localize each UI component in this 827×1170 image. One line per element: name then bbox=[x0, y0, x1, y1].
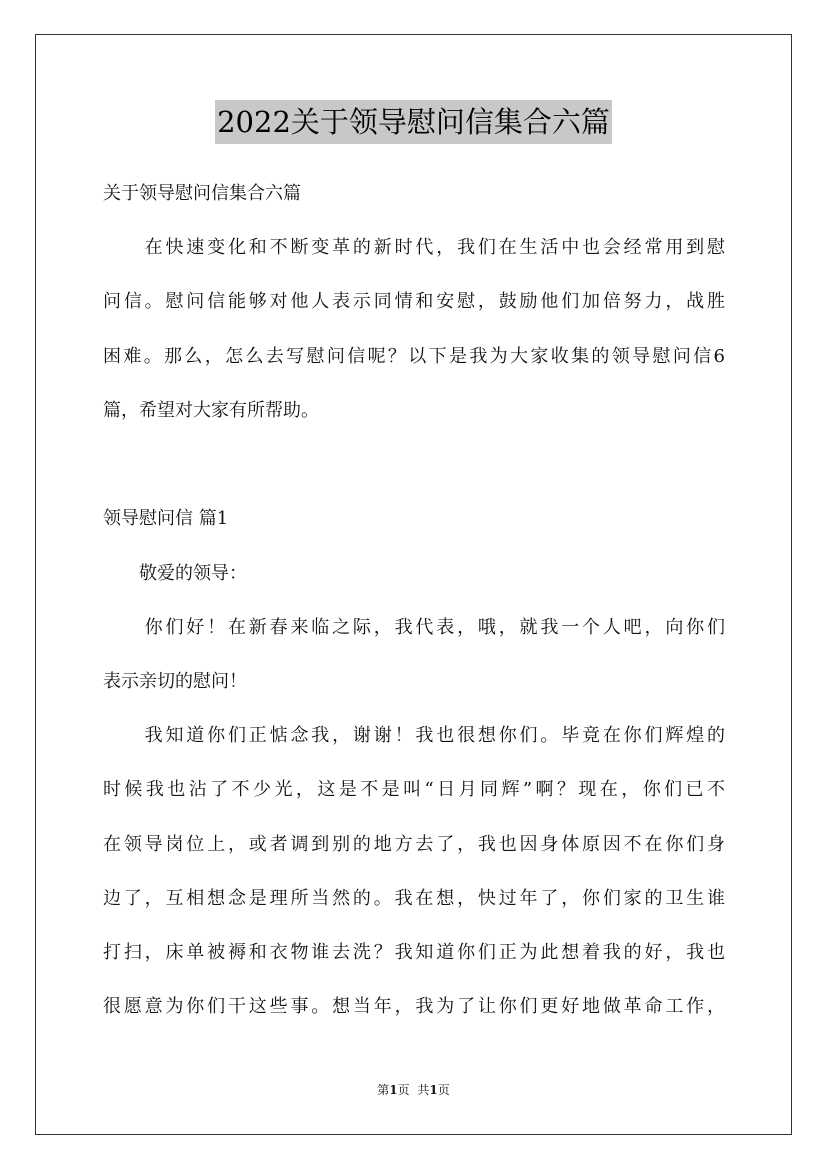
body-line-7: 打扫，床单被褥和衣物谁去洗？我知道你们正为此想着我的好，我也 bbox=[103, 942, 725, 963]
body-line-4: 时候我也沾了不少光，这是不是叫“日月同辉”啊？现在，你们已不 bbox=[103, 779, 725, 800]
body-line-1: 你们好！在新春来临之际，我代表，哦，就我一个人吧，向你们 bbox=[103, 617, 725, 638]
body-line-6: 边了，互相想念是理所当然的。我在想，快过年了，你们家的卫生谁 bbox=[103, 888, 725, 909]
page-footer bbox=[0, 1082, 827, 1098]
body-line-2: 表示亲切的慰问！ bbox=[103, 671, 247, 692]
total-pages: 1 bbox=[429, 1083, 438, 1097]
body-line-3: 我知道你们正惦念我，谢谢！我也很想你们。毕竟在你们辉煌的 bbox=[103, 725, 725, 746]
intro-line-4: 篇，希望对大家有所帮助。 bbox=[103, 400, 319, 421]
title-container bbox=[0, 100, 827, 144]
intro-line-3: 困难。那么，怎么去写慰问信呢？以下是我为大家收集的领导慰问信6 bbox=[103, 346, 725, 367]
total-prefix: 共 bbox=[417, 1083, 430, 1097]
page-number: 1 bbox=[389, 1083, 398, 1097]
page-prefix: 第 bbox=[377, 1083, 390, 1097]
document-subtitle: 关于领导慰问信集合六篇 bbox=[103, 183, 301, 204]
page-suffix: 页 bbox=[397, 1083, 410, 1097]
body-line-8: 很愿意为你们干这些事。想当年，我为了让你们更好地做革命工作， bbox=[103, 996, 725, 1017]
body-line-5: 在领导岗位上，或者调到别的地方去了，我也因身体原因不在你们身 bbox=[103, 834, 725, 855]
salutation: 敬爱的领导： bbox=[103, 563, 247, 584]
document-title: 2022关于领导慰问信集合六篇 bbox=[215, 100, 612, 144]
total-suffix: 页 bbox=[437, 1083, 450, 1097]
intro-line-1: 在快速变化和不断变革的新时代，我们在生活中也会经常用到慰 bbox=[103, 237, 725, 258]
intro-line-2: 问信。慰问信能够对他人表示同情和安慰，鼓励他们加倍努力，战胜 bbox=[103, 291, 725, 312]
section-heading: 领导慰问信 篇1 bbox=[103, 508, 229, 529]
